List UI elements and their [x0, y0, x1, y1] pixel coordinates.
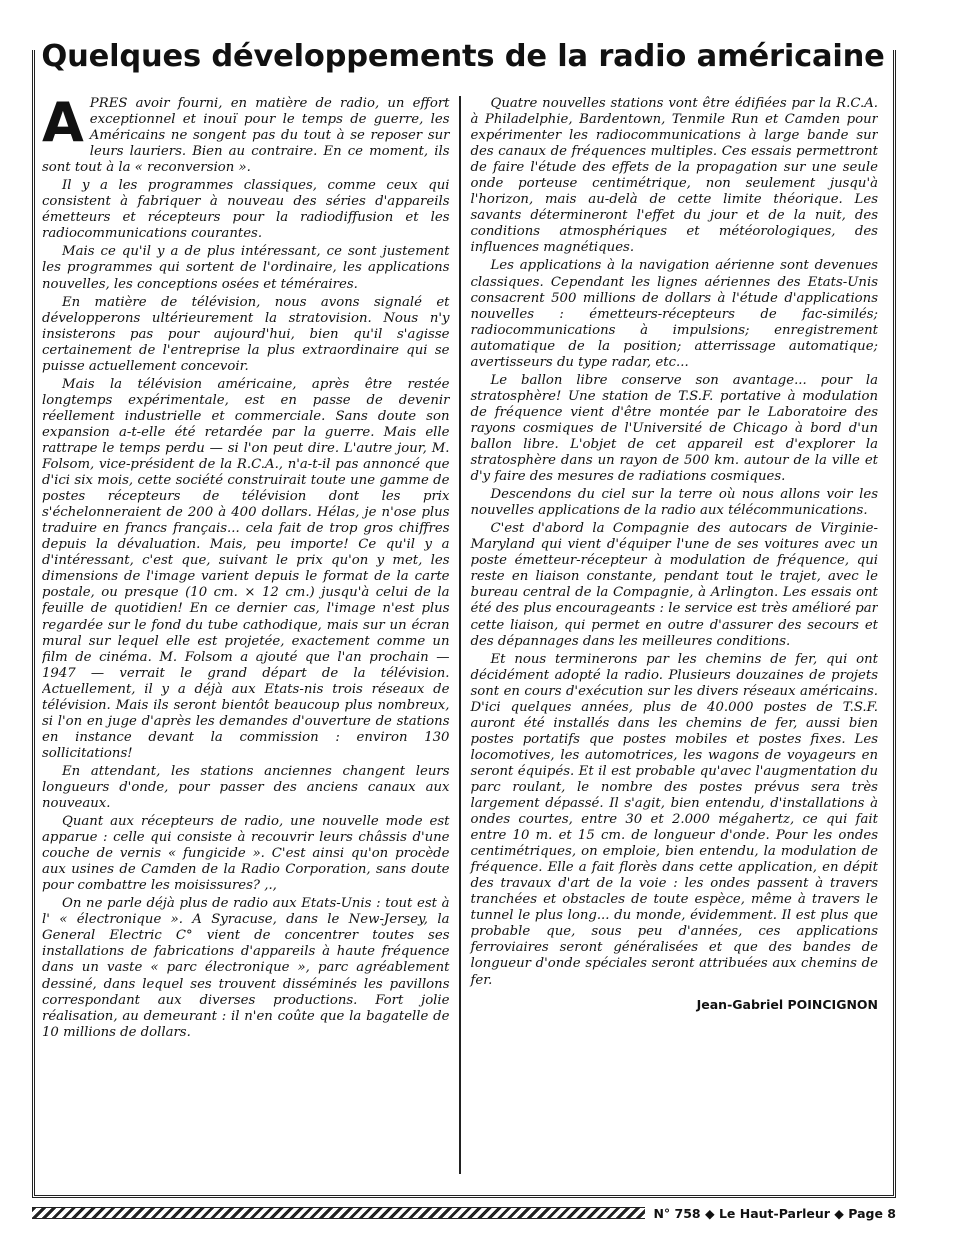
article-title: Quelques développements de la radio américaine — [41, 38, 885, 74]
page-footer — [32, 1200, 896, 1226]
paragraph: En attendant, les stations anciennes changent leurs longueurs d'onde, pour passer des anciens canaux aux nouveaux. — [42, 763, 450, 812]
paragraph — [42, 96, 450, 176]
paragraph: Le ballon libre conserve son avantage... pour la stratosphère! Une station de T.S.F. portative à modulation de fréquence vient d'être montée par le Laboratoire des rayons cosmiques de l'Université de Chicago à bord d'un ballon libre. L'objet de cet appareil est d'explorer la stratosphère dans un rayon de 500 km. autour de la ville et d'y faire des mesures de radiations cosmiques. — [470, 372, 878, 485]
paragraph: Et nous terminerons par les chemins de fer, qui ont décidément adopté la radio. Plusieurs douzaines de projets sont en cours d'exécution sur les divers réseaux américains. D'ici quelques années, plus de 40.000 postes de T.S.F. auront été installés dans les chemins de fer, aussi bien postes portatifs que postes mobiles et postes fixes. Les locomotives, les automotrices, les wagons de voyageurs en seront équipés. Et il est probable qu'avec l'augmentation du parc roulant, le nombre des postes prévus sera très largement dépassé. Il s'agit, bien entendu, d'installations à ondes courtes, entre 30 et 2.000 mégahertz, ce qui fait entre 10 m. et 15 cm. de longueur d'onde. Pour les ondes centimétriques, on emploie, bien entendu, la modulation de fréquence. Elle a fait florès dans cette application, en dépit des travaux d'art de la voie : les ondes passent à travers tranchées et obstacles de toute espèce, même à travers le tunnel le plus long... du monde, évidemment. Il est plus que probable que, sous peu d'années, ces applications ferroviaires seront généralisées et que des bandes de longueur d'onde spéciales seront attribuées aux chemins de fer. — [470, 651, 878, 988]
paragraph: On ne parle déjà plus de radio aux Etats-Unis : tout est à l' « électronique ». A Syracuse, dans le New-Jersey, la General Electric C° vient de concentrer toutes ses installations de fabrications d'appareils à haute fréquence dans un vaste « parc électronique », parc agréablement dessiné, dans lequel ses trouvent disséminés les pavillons correspondant aux diverses productions. Fort jolie réalisation, au demeurant : il n'en coûte que la bagatelle de 10 millions de dollars. — [42, 896, 450, 1040]
author-signature: Jean-Gabriel POINCIGNON — [696, 996, 878, 1012]
paragraph: Quatre nouvelles stations vont être édifiées par la R.C.A. à Philadelphie, Bardentown, Tenmile Run et Camden pour expérimenter les radiocommunications à large bande sur des canaux de fréquences multiples. Ces essais permettront de faire l'étude des effets de la propagation sur une seule onde porteuse centimétrique, non seulement jusqu'à l'horizon, mais au-delà de cette limite théorique. Les savants détermineront l'effet du jour et de la nuit, des conditions atmosphériques et météorologiques, des influences magnétiques. — [470, 96, 878, 256]
paragraph: Mais ce qu'il y a de plus intéressant, ce sont justement les programmes qui sortent de l'ordinaire, les applications nouvelles, les conceptions osées et téméraires. — [42, 244, 450, 292]
paragraph: C'est d'abord la Compagnie des autocars de Virginie-Maryland qui vient d'équiper l'une de ses voitures avec un poste émetteur-récepteur à modulation de fréquence, qui reste en liaison constante, pendant tout le trajet, avec le bureau central de la Compagnie, à Arlington. Les essais ont été des plus encourageants : le service est très amélioré par cette liaison, qui permet en outre d'assurer des secours et des dépannages dans les meilleures conditions. — [470, 521, 878, 649]
title-rule-right — [893, 56, 894, 65]
paragraph: Quant aux récepteurs de radio, une nouvelle mode est apparue : celle qui consiste à recouvrir leurs châssis d'une couche de vernis « fungicide ». C'est ainsi qu'on procède aux usines de Camden de la Radio Corporation, sans doute pour combattre les moisissures? ,., — [42, 814, 450, 894]
footer-issue-text: N° 758 ◆ Le Haut-Parleur ◆ Page 8 — [653, 1205, 896, 1221]
paragraph: Mais la télévision américaine, après être restée longtemps expérimentale, est en passe de devenir réellement industrielle et commerciale. Sans doute son expansion a-t-elle été retardée par la guerre. Mais elle rattrape le temps perdu — si l'on peut dire. L'autre jour, M. Folsom, vice-président de la R.C.A., n'a-t-il pas annoncé que d'ici six mois, cette société construirait toute une gamme de postes récepteurs de télévision dont les prix s'échelonneraient de 200 à 400 dollars. Hélas, je n'ose plus traduire en francs français... cela fait de trop gros chiffres depuis la dévaluation. Mais, peu importe! Ce qu'il y a d'intéressant, c'est que, suivant le prix qu'on y met, les dimensions de l'image varient depuis le format de la carte postale, ou presque (10 cm. × 12 cm.) jusqu'à celui de la feuille de quotidien! En ce dernier cas, l'image n'est plus regardée sur le fond du tube cathodique, mais sur un écran mural sur lequel elle est projetée, exactement comme un film de cinéma. M. Folsom a ajouté que l'an prochain — 1947 — verrait le grand départ de la télévision. Actuellement, il y a déjà aux Etats-nis trois réseaux de télévision. Mais ils seront bientôt beaucoup plus nombreux, si l'on en juge d'après les demandes d'ouverture de stations en instance devant la commission : environ 130 sollicitations! — [42, 376, 450, 761]
paragraph: Les applications à la navigation aérienne sont devenues classiques. Cependant les lignes aériennes des Etats-Unis consacrent 500 millions de dollars à l'étude d'applications nouvelles : émetteurs-récepteurs de fac-similés; radiocommunications à impulsions; enregistrement automatique de la position; atterrissage automatique; avertisseurs du type radar, etc... — [470, 258, 878, 370]
left-column — [42, 96, 461, 1174]
paragraph: Il y a les programmes classiques, comme ceux qui consistent à fabriquer à nouveau des séries d'appareils émetteurs et récepteurs pour la radiodiffusion et les radiocommunications courantes. — [42, 178, 450, 242]
right-column — [461, 96, 879, 1174]
paragraph: En matière de télévision, nous avons signalé et développerons ultérieurement la stratovision. Nous n'y insisterons pas pour aujourd'hui, bien qu'il s'agisse certainement de l'entreprise la plus extraordinaire qui se puisse actuellement concevoir. — [42, 294, 450, 374]
title-row — [32, 34, 894, 78]
paragraph-text: PRES avoir fourni, en matière de radio, un effort exceptionnel et inouï pour le temps de guerre, les Américains ne songent pas du tout à se reposer sur leurs lauriers. Bien au contraire. En ce moment, ils sont tout à la « reconversion ». — [42, 96, 450, 176]
footer-wave-ornament — [32, 1207, 645, 1219]
paragraph: Descendons du ciel sur la terre où nous allons voir les nouvelles applications de la radio aux télécommunications. — [470, 487, 878, 519]
article-body — [42, 96, 878, 1174]
drop-cap: A — [42, 96, 84, 154]
